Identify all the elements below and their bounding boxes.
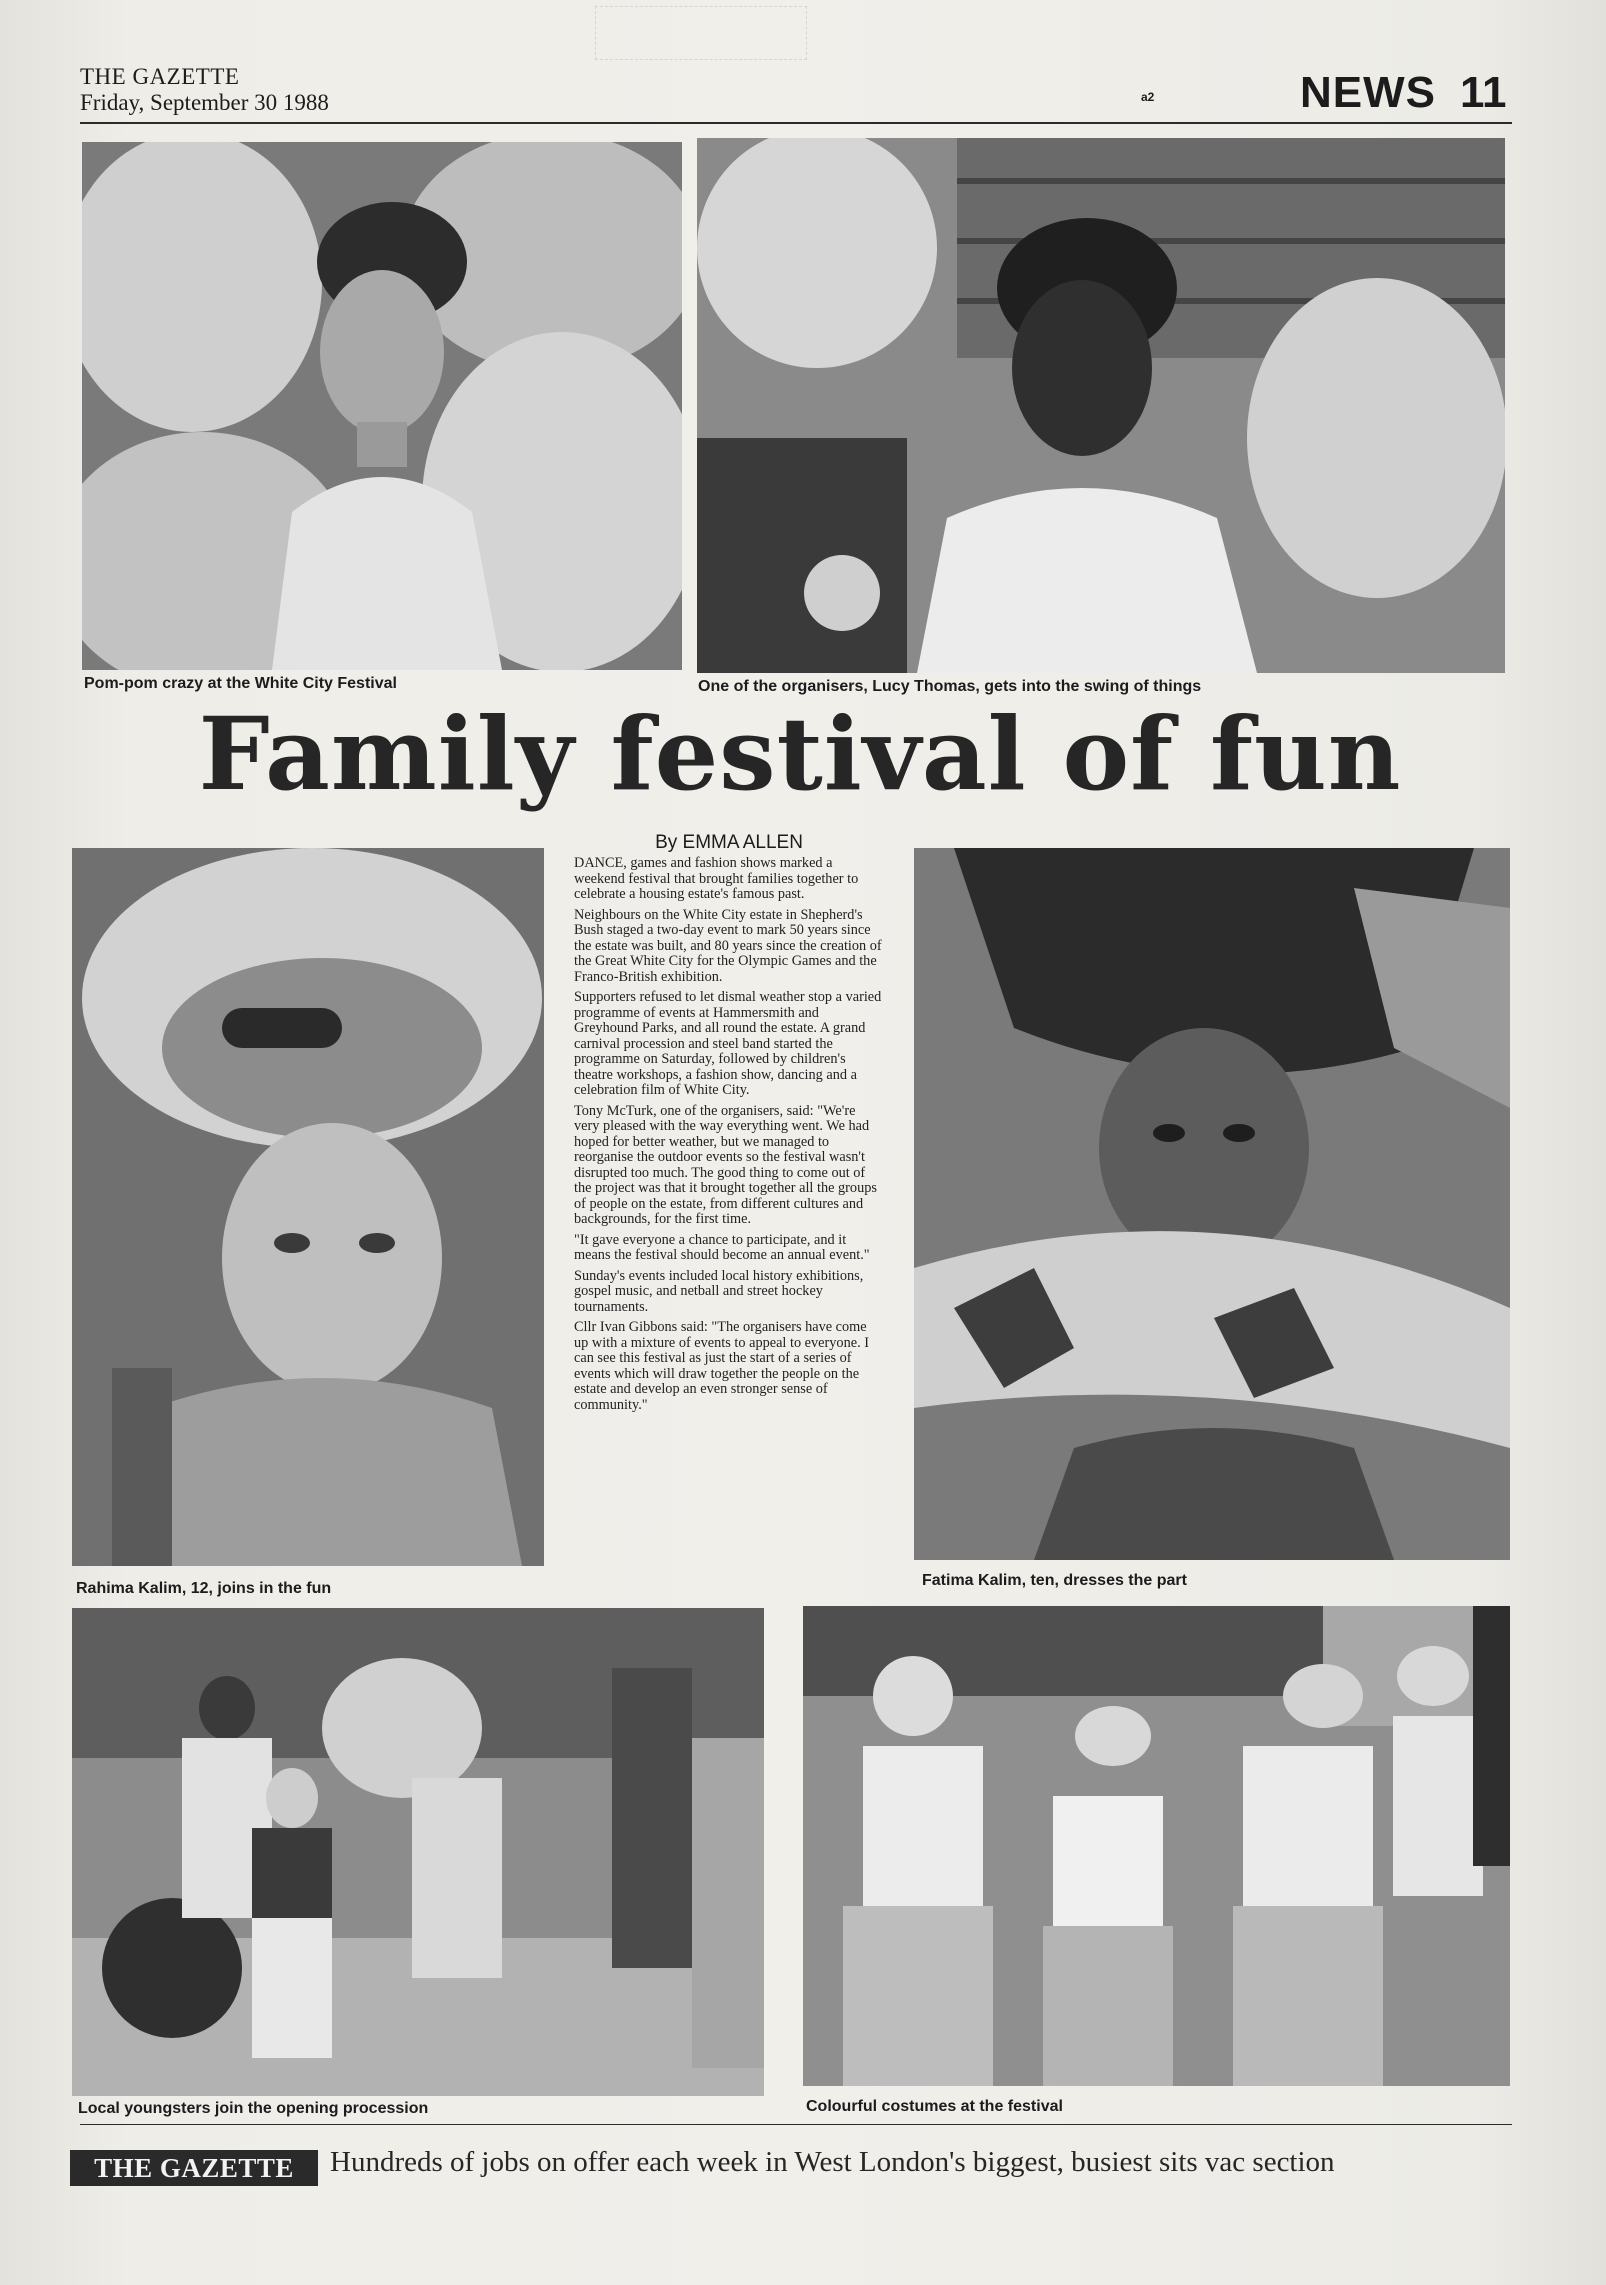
article-paragraph: "It gave everyone a chance to participate, and it means the festival should become an annual event." bbox=[574, 1231, 870, 1263]
caption-rahima-kalim: Rahima Kalim, 12, joins in the fun bbox=[76, 1580, 332, 1597]
article-paragraph: Neighbours on the White City estate in Shepherd's Bush staged a two-day event to mark 50 years since the estate was built, and 80 years since the creation of the Great White City for the Olympic Games and the Franco-British exhibition. bbox=[574, 906, 882, 985]
caption-pom-pom: Pom-pom crazy at the White City Festival bbox=[84, 675, 397, 692]
page-marker: a2 bbox=[1141, 90, 1155, 104]
masthead-rule bbox=[80, 122, 1512, 124]
article-paragraph: Tony McTurk, one of the organisers, said: "We're very pleased with the way everything went. We had hoped for better weather, but we managed to reorganise the outdoor events so the festival wasn't disrupted too much. The good thing to come out of the project was that it brought together all the groups of people on the estate, from different cultures and backgrounds, for the first time. bbox=[574, 1102, 877, 1227]
section-label: NEWS bbox=[1300, 68, 1436, 117]
footer-paper-name-box: THE GAZETTE bbox=[70, 2150, 318, 2186]
article-paragraph: Sunday's events included local history exhibitions, gospel music, and netball and street hockey tournaments. bbox=[574, 1267, 864, 1315]
article-paragraph: Supporters refused to let dismal weather stop a varied programme of events at Hammersmith and Greyhound Parks, and all round the estate. A grand carnival procession and steel band started the programme on Saturday, followed by children's theatre workshops, a fashion show, dancing and a celebration film of White City. bbox=[574, 989, 882, 1098]
photo-colourful-costumes bbox=[803, 1606, 1510, 2086]
photo-rahima-kalim bbox=[72, 848, 544, 1566]
caption-colourful-costumes: Colourful costumes at the festival bbox=[806, 2098, 1063, 2115]
footer-rule bbox=[80, 2124, 1512, 2125]
issue-date: Friday, September 30 1988 bbox=[80, 90, 329, 115]
paper-name: THE GAZETTE bbox=[80, 64, 240, 89]
article-paragraph: DANCE, games and fashion shows marked a weekend festival that brought families together to celebrate a housing estate's famous past. bbox=[574, 855, 859, 902]
archive-stamp bbox=[595, 6, 807, 60]
article-body bbox=[574, 856, 884, 1418]
photo-opening-procession bbox=[72, 1608, 764, 2096]
footer-advert-text: Hundreds of jobs on offer each week in West London's biggest, busiest sits vac section bbox=[330, 2146, 1335, 2178]
article-paragraph: Cllr Ivan Gibbons said: "The organisers have come up with a mixture of events to appeal to everyone. I can see this festival as just the start of a series of events which will draw together the people on the estate and develop an even stronger sense of community." bbox=[574, 1319, 869, 1413]
caption-lucy-thomas: One of the organisers, Lucy Thomas, gets into the swing of things bbox=[698, 678, 1202, 695]
caption-fatima-kalim: Fatima Kalim, ten, dresses the part bbox=[922, 1572, 1187, 1589]
photo-fatima-kalim bbox=[914, 848, 1510, 1560]
caption-opening-procession: Local youngsters join the opening procession bbox=[78, 2100, 429, 2117]
headline: Family festival of fun bbox=[198, 695, 1402, 813]
photo-lucy-thomas bbox=[697, 138, 1505, 673]
byline: By EMMA ALLEN bbox=[655, 832, 803, 853]
photo-pom-pom-girl bbox=[82, 142, 682, 670]
page-number: 11 bbox=[1460, 68, 1507, 117]
